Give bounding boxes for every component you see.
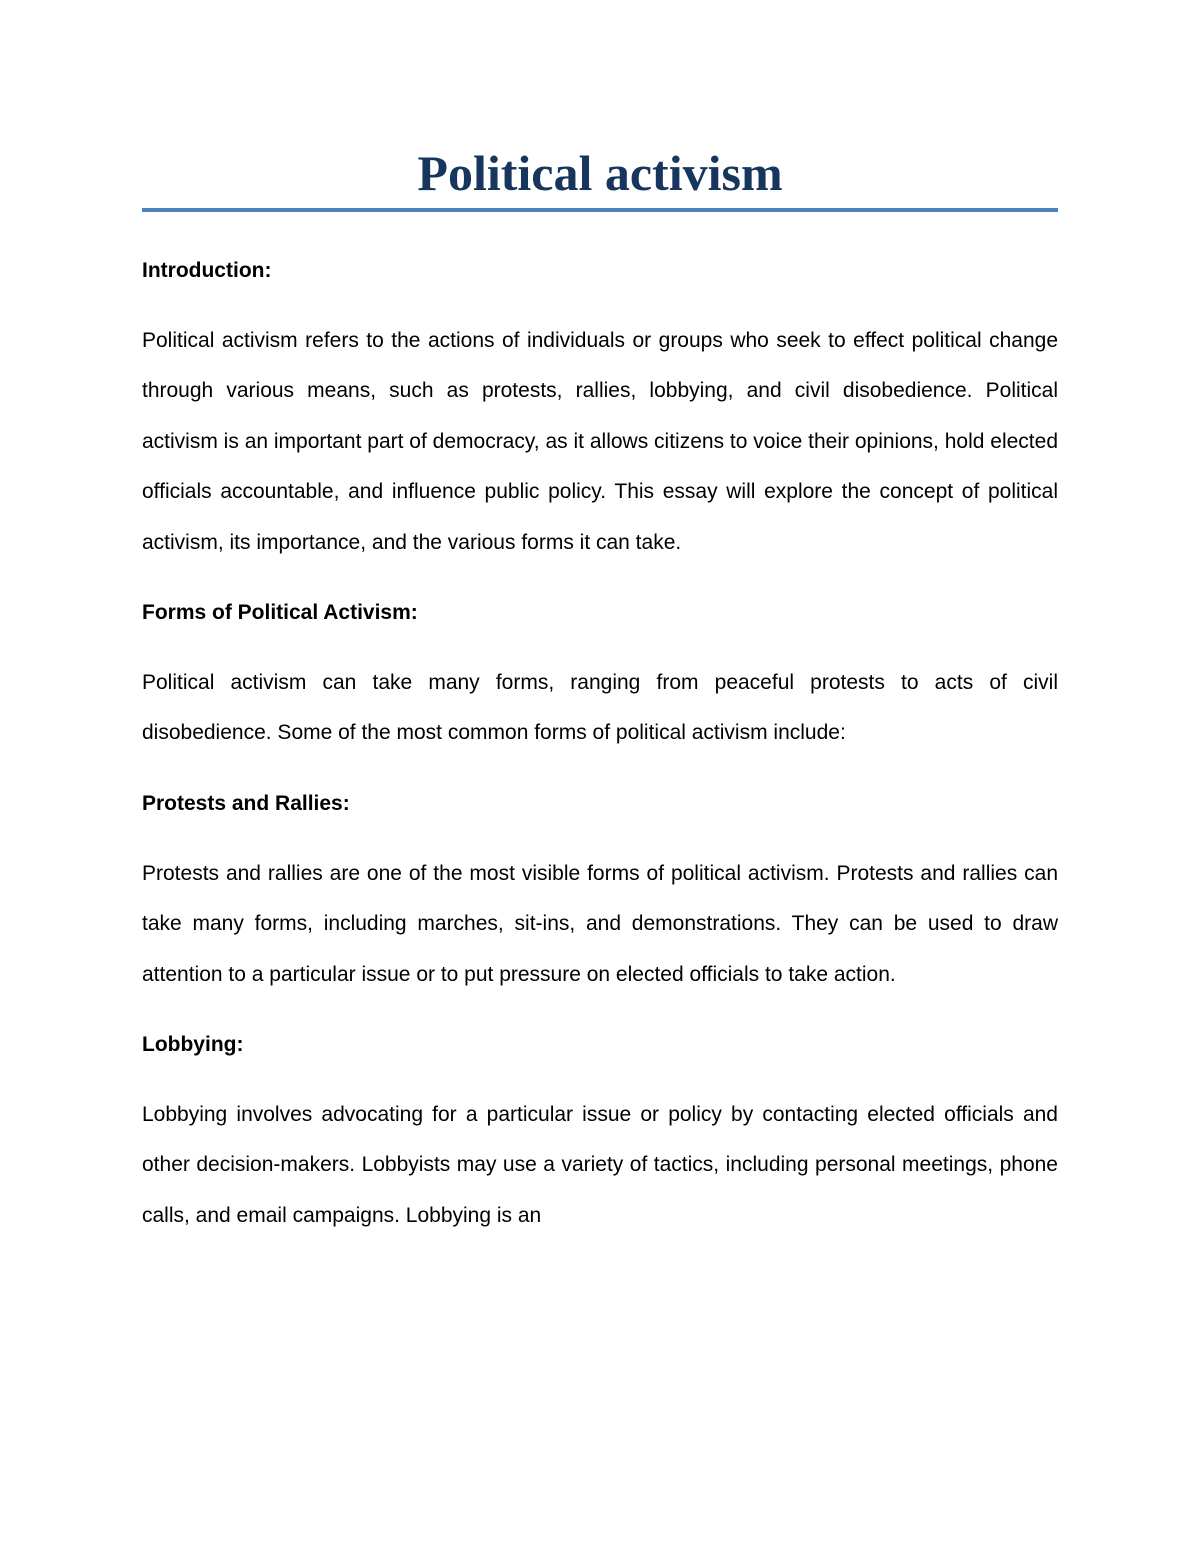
- section-heading-protests: Protests and Rallies:: [142, 791, 350, 815]
- document-content: [142, 138, 1058, 1261]
- title-underline-rule: [142, 208, 1058, 212]
- section-paragraph-lobbying: Lobbying involves advocating for a particular issue or policy by contacting elected officials and other decision-makers. Lobbyists may use a variety of tactics, including personal meetings, phone calls, and email campaigns. Lobbying is an: [142, 1103, 1058, 1227]
- section-paragraph-protests: Protests and rallies are one of the most visible forms of political activism. Protests and rallies can take many forms, including marches, sit-ins, and demonstrations. They can be used to draw attention to a particular issue or to put pressure on elected officials to take action.: [142, 861, 1058, 986]
- section-protests: [142, 779, 1058, 1000]
- section-heading-introduction: Introduction:: [142, 259, 272, 282]
- section-heading-forms: Forms of Political Activism:: [142, 601, 418, 625]
- section-paragraph-forms: Political activism can take many forms, ranging from peaceful protests to acts of civil disobedience. Some of the most common forms of political activism include:: [142, 671, 1058, 745]
- document-title: Political activism: [417, 145, 783, 201]
- section-lobbying: [142, 1020, 1058, 1241]
- section-paragraph-introduction: Political activism refers to the actions of individuals or groups who seek to effect political change through various means, such as protests, rallies, lobbying, and civil disobedience. Political activism is an important part of democracy, as it allows citizens to voice their opinions, hold elected officials accountable, and influence public policy. This essay will explore the concept of political activism, its importance, and the various forms it can take.: [142, 329, 1058, 554]
- section-introduction: [142, 246, 1058, 568]
- section-heading-lobbying: Lobbying:: [142, 1033, 244, 1057]
- section-forms: [142, 588, 1058, 759]
